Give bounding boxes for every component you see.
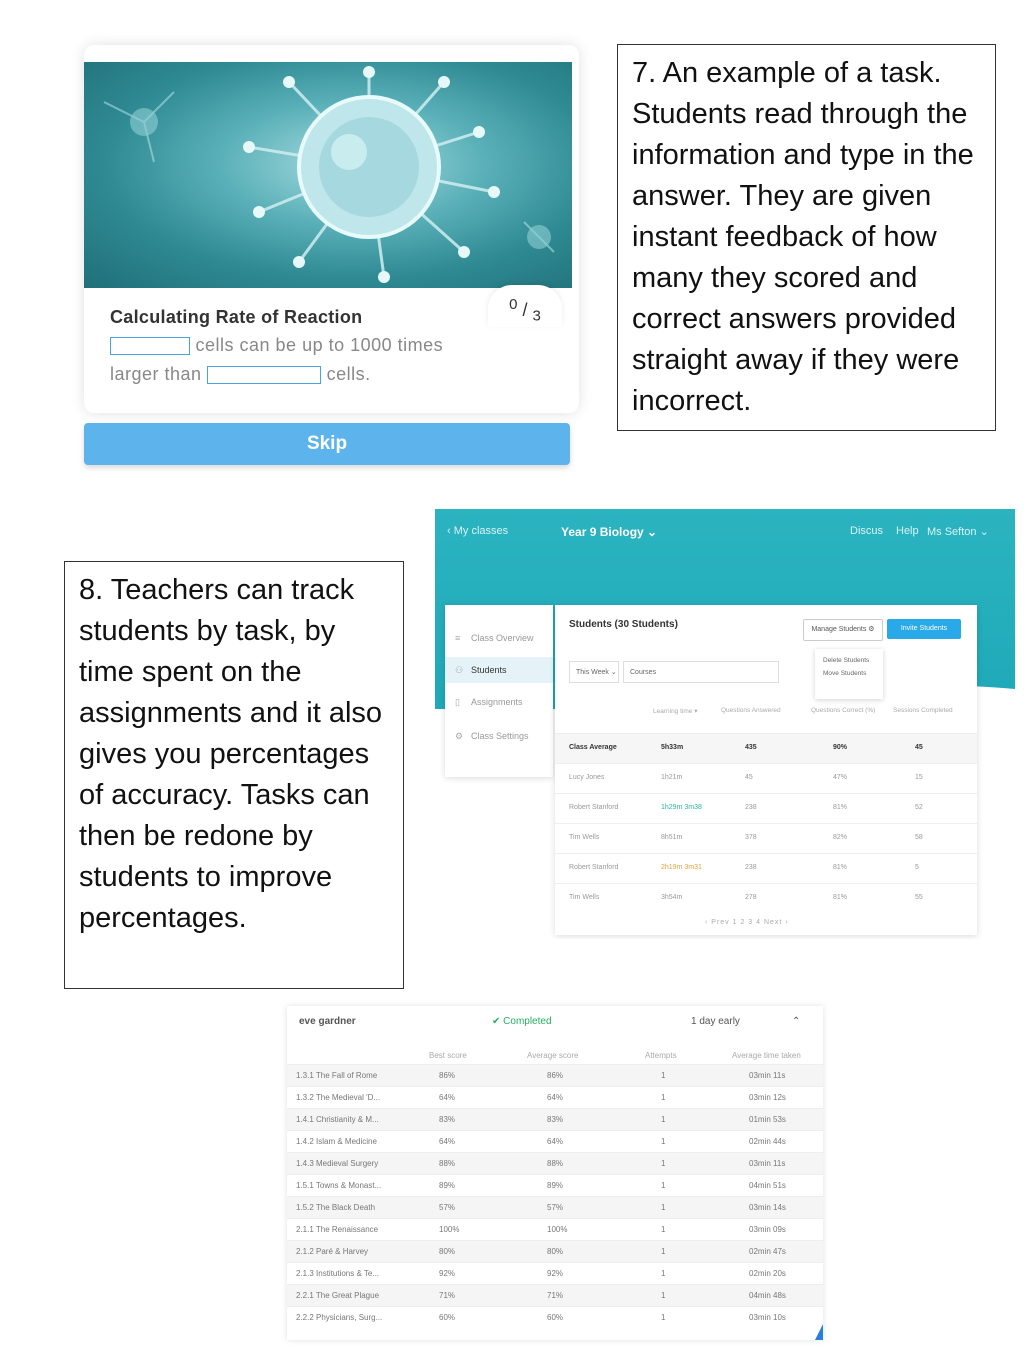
learning-time: 1h29m 3m38	[661, 804, 702, 811]
average-score: 71%	[547, 1291, 564, 1300]
attempts: 1	[661, 1181, 666, 1190]
average-score: 86%	[547, 1071, 564, 1080]
lesson-name: 1.4.1 Christianity & M...	[296, 1115, 379, 1124]
average-time: 03min 11s	[749, 1159, 786, 1168]
student-results-panel	[287, 1006, 823, 1340]
students-panel	[555, 605, 977, 935]
students-heading: Students (30 Students)	[569, 619, 678, 630]
table-row[interactable]	[287, 1130, 823, 1153]
pagination[interactable]: ‹ Prev 1 2 3 4 Next ›	[705, 919, 789, 926]
list-icon: ≡	[455, 633, 461, 643]
average-score: 80%	[547, 1247, 564, 1256]
table-row[interactable]	[287, 1218, 823, 1241]
attempts: 1	[661, 1203, 666, 1212]
sidebar-item-class-settings[interactable]	[445, 723, 553, 749]
questions-answered: 378	[745, 834, 757, 841]
sessions-completed: 45	[915, 744, 923, 751]
delete-students-option[interactable]: Delete Students	[823, 657, 870, 664]
average-time: 03min 09s	[749, 1225, 786, 1234]
lesson-name: 1.3.2 The Medieval 'D...	[296, 1093, 381, 1102]
lesson-name: 2.2.1 The Great Plague	[296, 1291, 380, 1300]
average-score: 92%	[547, 1269, 564, 1278]
timing-badge: 1 day early	[691, 1016, 740, 1027]
sessions-completed: 15	[915, 774, 923, 781]
nav-help[interactable]: Help	[896, 525, 919, 537]
column-questions-correct[interactable]: Questions Correct (%)	[811, 707, 876, 714]
table-row[interactable]	[287, 1284, 823, 1307]
table-row[interactable]	[287, 1306, 823, 1329]
average-score: 89%	[547, 1181, 564, 1190]
score-denominator: 3	[532, 307, 541, 325]
table-row[interactable]	[287, 1086, 823, 1109]
corner-marker	[815, 1324, 823, 1340]
student-name: Tim Wells	[569, 834, 600, 841]
average-time: 02min 47s	[749, 1247, 786, 1256]
task-line-2-suffix: cells.	[326, 364, 371, 384]
questions-correct: 47%	[833, 774, 848, 781]
average-score: 100%	[547, 1225, 568, 1234]
best-score: 64%	[439, 1137, 456, 1146]
average-time: 02min 44s	[749, 1137, 786, 1146]
column-best-score: Best score	[429, 1051, 467, 1060]
questions-answered: 45	[745, 774, 753, 781]
lesson-name: 1.3.1 The Fall of Rome	[296, 1071, 378, 1080]
attempts: 1	[661, 1159, 666, 1168]
learning-time: 5h33m	[661, 744, 684, 751]
task-line-1	[110, 335, 443, 356]
table-row[interactable]	[287, 1108, 823, 1131]
score-numerator: 0	[509, 296, 518, 313]
best-score: 92%	[439, 1269, 456, 1278]
attempts: 1	[661, 1247, 666, 1256]
sessions-completed: 58	[915, 834, 923, 841]
column-questions-answered[interactable]: Questions Answered	[721, 707, 781, 714]
lesson-name: 2.1.2 Paré & Harvey	[296, 1247, 369, 1256]
table-row[interactable]	[287, 1240, 823, 1263]
courses-filter-select[interactable]: Courses	[623, 661, 779, 683]
column-average-score: Average score	[527, 1051, 579, 1060]
manage-students-button[interactable]: Manage Students ⚙	[803, 619, 883, 641]
attempts: 1	[661, 1093, 666, 1102]
learning-time: 3h54m	[661, 894, 683, 901]
table-row[interactable]	[287, 1152, 823, 1175]
task-card	[80, 45, 590, 480]
sidebar-item-label: Students	[471, 665, 507, 675]
lesson-name: 1.5.1 Towns & Monast...	[296, 1181, 382, 1190]
average-time: 03min 12s	[749, 1093, 786, 1102]
sidebar-item-label: Class Overview	[471, 633, 534, 643]
learning-time: 1h21m	[661, 774, 683, 781]
average-time: 02min 20s	[749, 1269, 786, 1278]
nav-discus[interactable]: Discus	[850, 525, 884, 537]
sidebar-item-students[interactable]	[445, 657, 553, 683]
completed-status: ✔ Completed	[492, 1016, 552, 1027]
sidebar-item-class-overview[interactable]	[445, 625, 553, 651]
attempts: 1	[661, 1115, 666, 1124]
skip-button[interactable]: Skip	[84, 423, 570, 465]
sessions-completed: 5	[915, 864, 919, 871]
lesson-name: 2.1.3 Institutions & Te...	[296, 1269, 380, 1278]
invite-students-button[interactable]: Invite Students	[887, 619, 961, 639]
average-time: 03min 14s	[749, 1203, 786, 1212]
student-name: Lucy Jones	[569, 774, 605, 781]
class-selector[interactable]: Year 9 Biology ⌄	[561, 525, 658, 539]
table-row[interactable]	[555, 853, 977, 884]
table-row[interactable]	[555, 793, 977, 824]
student-name: eve gardner	[299, 1016, 356, 1027]
note-7: 7. An example of a task. Students read through the information and type in the answer. They are given instant feedback of how many they scored and correct answers provided straight away if they were incorrect.	[617, 44, 996, 431]
best-score: 64%	[439, 1093, 456, 1102]
answer-input-2[interactable]	[207, 366, 321, 384]
average-time: 04min 48s	[749, 1291, 786, 1300]
best-score: 57%	[439, 1203, 456, 1212]
questions-correct: 82%	[833, 834, 848, 841]
collapse-chevron-icon[interactable]: ⌃	[792, 1016, 801, 1027]
gear-icon: ⚙	[455, 731, 464, 741]
questions-answered: 238	[745, 864, 757, 871]
task-line-2-prefix: larger than	[110, 364, 202, 384]
document-icon: ▯	[455, 697, 460, 707]
attempts: 1	[661, 1225, 666, 1234]
average-score: 64%	[547, 1093, 564, 1102]
best-score: 60%	[439, 1313, 456, 1322]
note-8: 8. Teachers can track students by task, by time spent on the assignments and it also gives you percentages of accuracy. Tasks can then be redone by students to improve percentages.	[64, 561, 404, 989]
best-score: 71%	[439, 1291, 456, 1300]
lesson-name: 1.4.2 Islam & Medicine	[296, 1137, 377, 1146]
attempts: 1	[661, 1313, 666, 1322]
column-attempts: Attempts	[645, 1051, 677, 1060]
users-icon: ⚇	[455, 665, 464, 675]
move-students-option[interactable]: Move Students	[823, 670, 867, 677]
sessions-completed: 55	[915, 894, 923, 901]
questions-correct: 81%	[833, 804, 848, 811]
questions-answered: 435	[745, 744, 757, 751]
virus-image	[84, 62, 572, 288]
lesson-name: 2.2.2 Physicians, Surg...	[296, 1313, 383, 1322]
sidebar-item-label: Assignments	[471, 697, 523, 707]
best-score: 89%	[439, 1181, 456, 1190]
average-time: 03min 10s	[749, 1313, 786, 1322]
questions-correct: 81%	[833, 864, 848, 871]
questions-answered: 278	[745, 894, 757, 901]
manage-students-menu	[815, 649, 883, 699]
table-row[interactable]	[287, 1262, 823, 1285]
best-score: 100%	[439, 1225, 460, 1234]
average-score: 60%	[547, 1313, 564, 1322]
table-row[interactable]	[287, 1064, 823, 1087]
task-line-2	[110, 364, 371, 385]
back-to-classes-link[interactable]: ‹ My classes	[447, 525, 509, 537]
table-row[interactable]	[555, 883, 977, 914]
average-score: 64%	[547, 1137, 564, 1146]
attempts: 1	[661, 1269, 666, 1278]
learning-time: 2h19m 3m31	[661, 864, 702, 871]
sessions-completed: 52	[915, 804, 923, 811]
dashboard-sidebar	[445, 605, 553, 777]
average-score: 83%	[547, 1115, 564, 1124]
attempts: 1	[661, 1071, 666, 1080]
nav-user-menu[interactable]: Ms Sefton ⌄	[927, 526, 989, 538]
column-sessions-completed[interactable]: Sessions Completed	[893, 707, 953, 714]
table-row[interactable]	[287, 1174, 823, 1197]
class-average-row[interactable]	[555, 733, 977, 764]
questions-correct: 90%	[833, 744, 848, 751]
student-name: Robert Stanford	[569, 864, 619, 871]
questions-answered: 238	[745, 804, 757, 811]
questions-correct: 81%	[833, 894, 848, 901]
average-time: 01min 53s	[749, 1115, 786, 1124]
column-learning-time[interactable]: Learning time ▾	[653, 708, 698, 715]
sidebar-item-label: Class Settings	[471, 731, 529, 741]
best-score: 83%	[439, 1115, 456, 1124]
table-row[interactable]	[555, 763, 977, 794]
best-score: 80%	[439, 1247, 456, 1256]
best-score: 88%	[439, 1159, 456, 1168]
average-time: 04min 51s	[749, 1181, 786, 1190]
average-time: 03min 11s	[749, 1071, 786, 1080]
learning-time: 8h51m	[661, 834, 683, 841]
score-badge: $^0$ / $_3$	[488, 285, 562, 327]
attempts: 1	[661, 1291, 666, 1300]
table-row[interactable]	[287, 1196, 823, 1219]
student-name: Class Average	[569, 744, 617, 751]
class-dashboard	[435, 509, 1015, 939]
task-title: Calculating Rate of Reaction	[110, 307, 363, 327]
attempts: 1	[661, 1137, 666, 1146]
student-name: Tim Wells	[569, 894, 600, 901]
lesson-name: 2.1.1 The Renaissance	[296, 1225, 379, 1234]
average-score: 88%	[547, 1159, 564, 1168]
week-filter-select[interactable]: This Week ⌄	[569, 661, 619, 683]
lesson-name: 1.4.3 Medieval Surgery	[296, 1159, 379, 1168]
lesson-name: 1.5.2 The Black Death	[296, 1203, 376, 1212]
column-average-time: Average time taken	[732, 1051, 801, 1060]
sidebar-item-assignments[interactable]	[445, 689, 553, 715]
table-row[interactable]	[555, 823, 977, 854]
student-name: Robert Stanford	[569, 804, 619, 811]
average-score: 57%	[547, 1203, 564, 1212]
answer-input-1[interactable]	[110, 337, 190, 355]
task-line-1-text: cells can be up to 1000 times	[195, 335, 444, 355]
best-score: 86%	[439, 1071, 456, 1080]
